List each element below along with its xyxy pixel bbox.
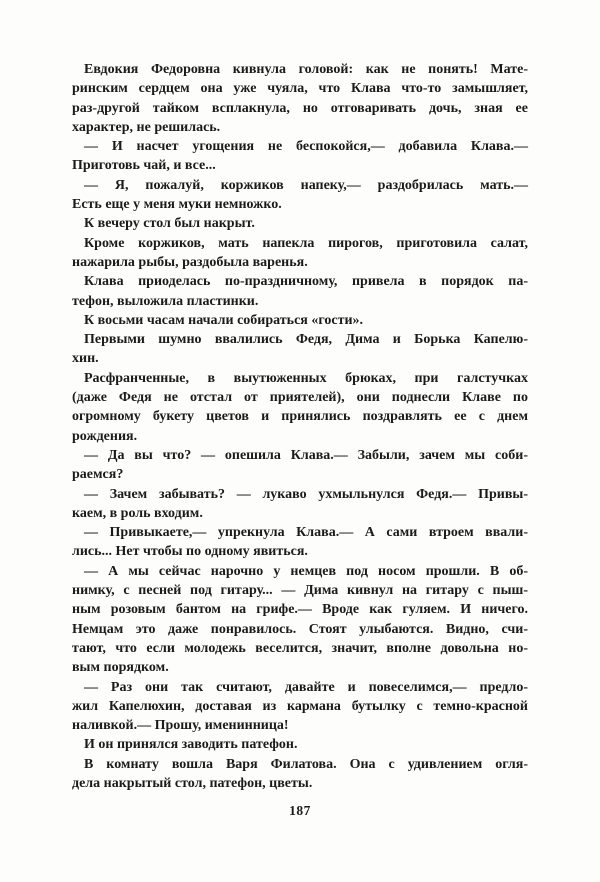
page-number: 187 (289, 803, 311, 818)
text-line: раз-другой тайком всплакнула, но отговаривать дочь, зная ее (72, 100, 528, 116)
text-line: каем, в роль входим. (72, 505, 203, 521)
text-line: нажарила рыбы, раздобыла варенья. (72, 254, 308, 270)
text-line: Есть еще у меня муки немножко. (72, 197, 282, 213)
text-line: — Зачем забывать? — лукаво ухмыльнулся Федя.— Привы- (84, 486, 528, 502)
paragraph (72, 311, 528, 330)
paragraph (72, 60, 528, 137)
paragraph (72, 523, 528, 562)
text-line: К вечеру стол был накрыт. (84, 216, 255, 232)
text-line: Клава приоделась по-праздничному, привела в порядок па- (84, 274, 528, 290)
text-line: — И насчет угощения не беспокойся,— добавила Клава.— (84, 139, 528, 155)
text-line: дела накрытый стол, патефон, цветы. (72, 775, 313, 791)
text-line: Немцам это даже понравилось. Стоят улыбаются. Видно, счи- (72, 621, 528, 637)
text-line: Первыми шумно ввалились Федя, Дима и Борька Капелю- (84, 332, 528, 348)
text-line: хин. (72, 351, 99, 367)
text-line: (даже Федя не отстал от приятелей), они поднесли Клаве по (72, 390, 528, 406)
text-line: жил Капелюхин, доставая из кармана бутылку с темно-красной (72, 698, 528, 714)
text-line: — А мы сейчас нарочно у немцев под носом прошли. В об- (84, 563, 528, 579)
paragraph (72, 176, 528, 215)
text-line: — Привыкаете,— упрекнула Клава.— А сами втроем ввали- (84, 525, 528, 541)
paragraph (72, 562, 528, 678)
paragraph (72, 214, 528, 233)
paragraph (72, 137, 528, 176)
text-line: К восьми часам начали собираться «гости». (84, 312, 364, 328)
text-line: ным розовым бантом на грифе.— Вроде как гуляем. И ничего. (72, 602, 528, 618)
text-line: тефон, выложила пластинки. (72, 293, 259, 309)
text-line: В комнату вошла Варя Филатова. Она с удивлением огля- (84, 756, 528, 772)
paragraph (72, 234, 528, 273)
paragraph (72, 678, 528, 736)
paragraph (72, 735, 528, 754)
text-line: наливкой.— Прошу, именинница! (72, 718, 289, 734)
text-line: огромному букету цветов и принялись поздравлять ее с днем (72, 409, 528, 425)
text-line: рождения. (72, 428, 138, 444)
text-line: лись... Нет чтобы по одному явиться. (72, 544, 308, 560)
text-line: Кроме коржиков, мать напекла пирогов, приготовила салат, (84, 235, 528, 251)
paragraph (72, 485, 528, 524)
text-line: тают, что если молодежь веселится, значит, вполне довольна но- (72, 640, 528, 656)
text-line: — Да вы что? — опешила Клава.— Забыли, зачем мы соби- (84, 447, 528, 463)
paragraph (72, 272, 528, 311)
text-line: Расфранченные, в выутюженных брюках, при галстучках (84, 370, 528, 386)
paragraph (72, 755, 528, 794)
paragraph (72, 446, 528, 485)
text-line: Евдокия Федоровна кивнула головой: как не понять! Мате- (84, 62, 528, 77)
text-line: — Я, пожалуй, коржиков напеку,— раздобрилась мать.— (84, 177, 528, 193)
text-line: раемся? (72, 467, 124, 483)
text-line: — Раз они так считают, давайте и повеселимся,— предло- (84, 679, 528, 695)
text-line: вым порядком. (72, 660, 169, 676)
text-line: И он принялся заводить патефон. (84, 737, 298, 753)
text-line: ринским сердцем она уже чуяла, что Клава что-то замышляет, (72, 81, 528, 97)
paragraph (72, 369, 528, 446)
text-line: характер, не решилась. (72, 119, 221, 135)
text-line: нимку, с песней под гитару... — Дима кивнул на гитару с пыш- (72, 583, 528, 599)
text-line: Приготовь чай, и все... (72, 158, 216, 174)
page-text (72, 60, 528, 793)
paragraph (72, 330, 528, 369)
